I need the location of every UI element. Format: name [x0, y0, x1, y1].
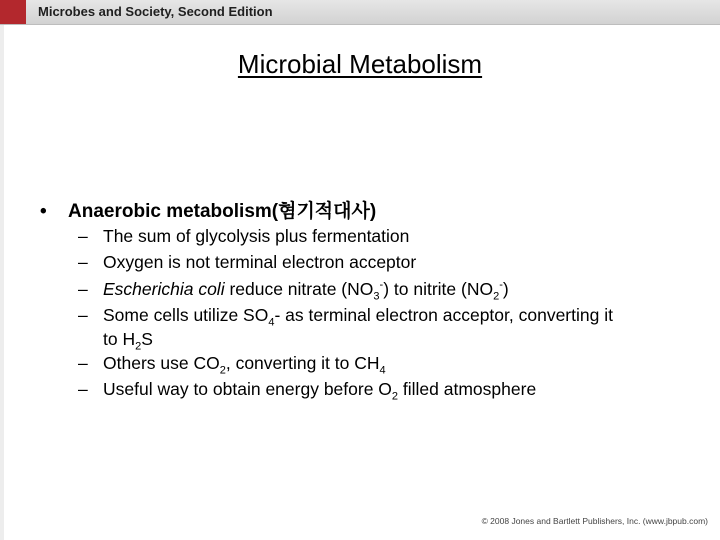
dash-6: –: [78, 379, 88, 399]
subscript: 2: [493, 290, 500, 303]
dash-2: –: [78, 252, 88, 272]
subscript: 2: [391, 390, 399, 403]
sub-item-3: [78, 279, 509, 303]
slide-title-text: Microbial Metabolism: [237, 49, 483, 79]
main-bullet-text: Anaerobic metabolism(혐기적대사): [68, 201, 377, 222]
sub-item-4-cont-a: to H: [103, 329, 136, 349]
dash-1: –: [78, 226, 88, 246]
book-title: Microbes and Society, Second Edition: [38, 4, 273, 19]
sub-item-6: [78, 379, 537, 403]
sub-item-4-text-b: - as terminal electron acceptor, converting it: [274, 305, 613, 325]
sub-item-3-text-a: reduce nitrate (NO: [224, 279, 374, 299]
sub-item-1: [78, 226, 409, 247]
sub-item-5-text-a: Others use CO: [103, 353, 220, 373]
slide-title: [0, 49, 720, 80]
subscript: 2: [219, 364, 226, 377]
header-accent: [0, 0, 26, 24]
sub-item-3-text-b: ) to nitrite (NO: [383, 279, 494, 299]
superscript: -: [379, 279, 384, 292]
sub-item-5-text-b: , converting it to CH: [225, 353, 380, 373]
sub-item-4-continuation: [103, 329, 153, 353]
dash-3: –: [78, 279, 88, 299]
subscript: 3: [373, 290, 380, 303]
bullet-dot: •: [40, 201, 47, 222]
sub-item-3-text-c: ): [502, 279, 509, 299]
header-bar: [0, 0, 720, 25]
sub-item-2: [78, 252, 416, 273]
sub-item-4-text-a: Some cells utilize SO: [103, 305, 269, 325]
sub-item-1-text: The sum of glycolysis plus fermentation: [103, 226, 410, 246]
superscript: -: [499, 279, 503, 292]
organism-name: Escherichia coli: [103, 279, 225, 299]
dash-4: –: [78, 305, 88, 325]
subscript: 4: [379, 364, 386, 377]
sub-item-6-text-a: Useful way to obtain energy before O: [103, 379, 392, 399]
dash-5: –: [78, 353, 88, 373]
sub-item-4-cont-b: S: [141, 329, 153, 349]
subscript: 2: [135, 340, 142, 353]
main-bullet: [40, 196, 376, 223]
sub-item-6-text-b: filled atmosphere: [398, 379, 537, 399]
left-edge-strip: [0, 25, 4, 540]
sub-item-2-text: Oxygen is not terminal electron acceptor: [103, 252, 417, 272]
sub-item-4: [78, 305, 613, 329]
copyright-notice: © 2008 Jones and Bartlett Publishers, Inc. (www.jbpub.com): [481, 516, 708, 526]
sub-item-5: [78, 353, 386, 377]
subscript: 4: [268, 316, 275, 329]
